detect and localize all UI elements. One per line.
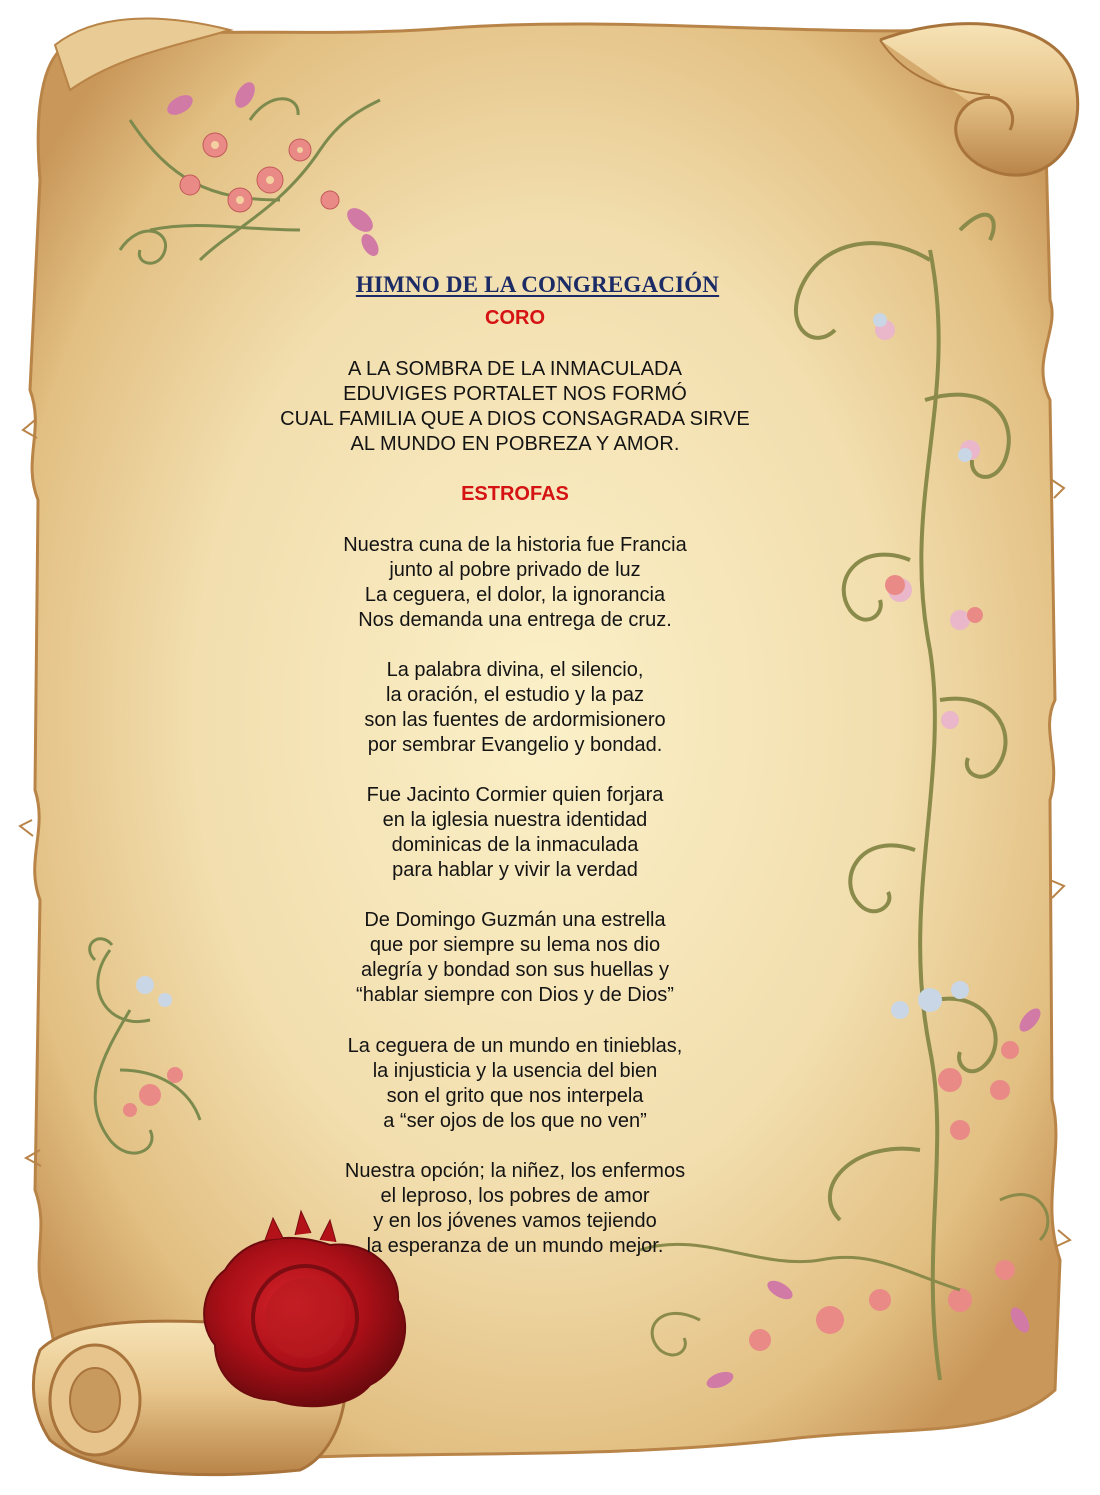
stanza-line: Nos demanda una entrega de cruz. (358, 609, 672, 631)
stanza-line: son el grito que nos interpela (386, 1085, 644, 1107)
stanza-line: a “ser ojos de los que no ven” (383, 1110, 647, 1132)
chorus-line: CUAL FAMILIA QUE A DIOS CONSAGRADA SIRVE (280, 408, 750, 430)
stanza-line: Fue Jacinto Cormier quien forjara (366, 784, 664, 806)
stanza-line: La ceguera de un mundo en tinieblas, (347, 1035, 683, 1057)
stanza-line: alegría y bondad son sus huellas y (361, 959, 669, 981)
stanza-line: La ceguera, el dolor, la ignorancia (364, 584, 666, 606)
stanza-line: “hablar siempre con Dios y de Dios” (356, 984, 674, 1006)
stanza-line: la esperanza de un mundo mejor. (366, 1235, 664, 1257)
stanza-line: junto al pobre privado de luz (389, 559, 641, 581)
stanza-line: la oración, el estudio y la paz (386, 684, 644, 706)
stanza-line: y en los jóvenes vamos tejiendo (373, 1210, 657, 1232)
stanza-line: son las fuentes de ardormisionero (364, 709, 666, 731)
stanza-line: De Domingo Guzmán una estrella (364, 909, 666, 931)
verses-heading: ESTROFAS (461, 483, 569, 505)
stanza-line: la injusticia y la usencia del bien (372, 1060, 658, 1082)
chorus-line: A LA SOMBRA DE LA INMACULADA (347, 358, 683, 380)
hymn-title: HIMNO DE LA CONGREGACIÓN (355, 272, 720, 297)
stanza-line: que por siempre su lema nos dio (369, 934, 661, 956)
stanza-line: dominicas de la inmaculada (391, 834, 639, 856)
stanza-line: Nuestra opción; la niñez, los enfermos (344, 1160, 686, 1182)
chorus-line: AL MUNDO EN POBREZA Y AMOR. (350, 433, 680, 455)
chorus-line: EDUVIGES PORTALET NOS FORMÓ (343, 383, 687, 405)
chorus-heading: CORO (485, 307, 545, 329)
stanza-line: para hablar y vivir la verdad (392, 859, 638, 881)
stanza-line: La palabra divina, el silencio, (386, 659, 644, 681)
stanza-line: en la iglesia nuestra identidad (382, 809, 648, 831)
stanza-line: Nuestra cuna de la historia fue Francia (343, 534, 687, 556)
stanza-line: el leproso, los pobres de amor (380, 1185, 650, 1207)
stanza-line: por sembrar Evangelio y bondad. (367, 734, 663, 756)
